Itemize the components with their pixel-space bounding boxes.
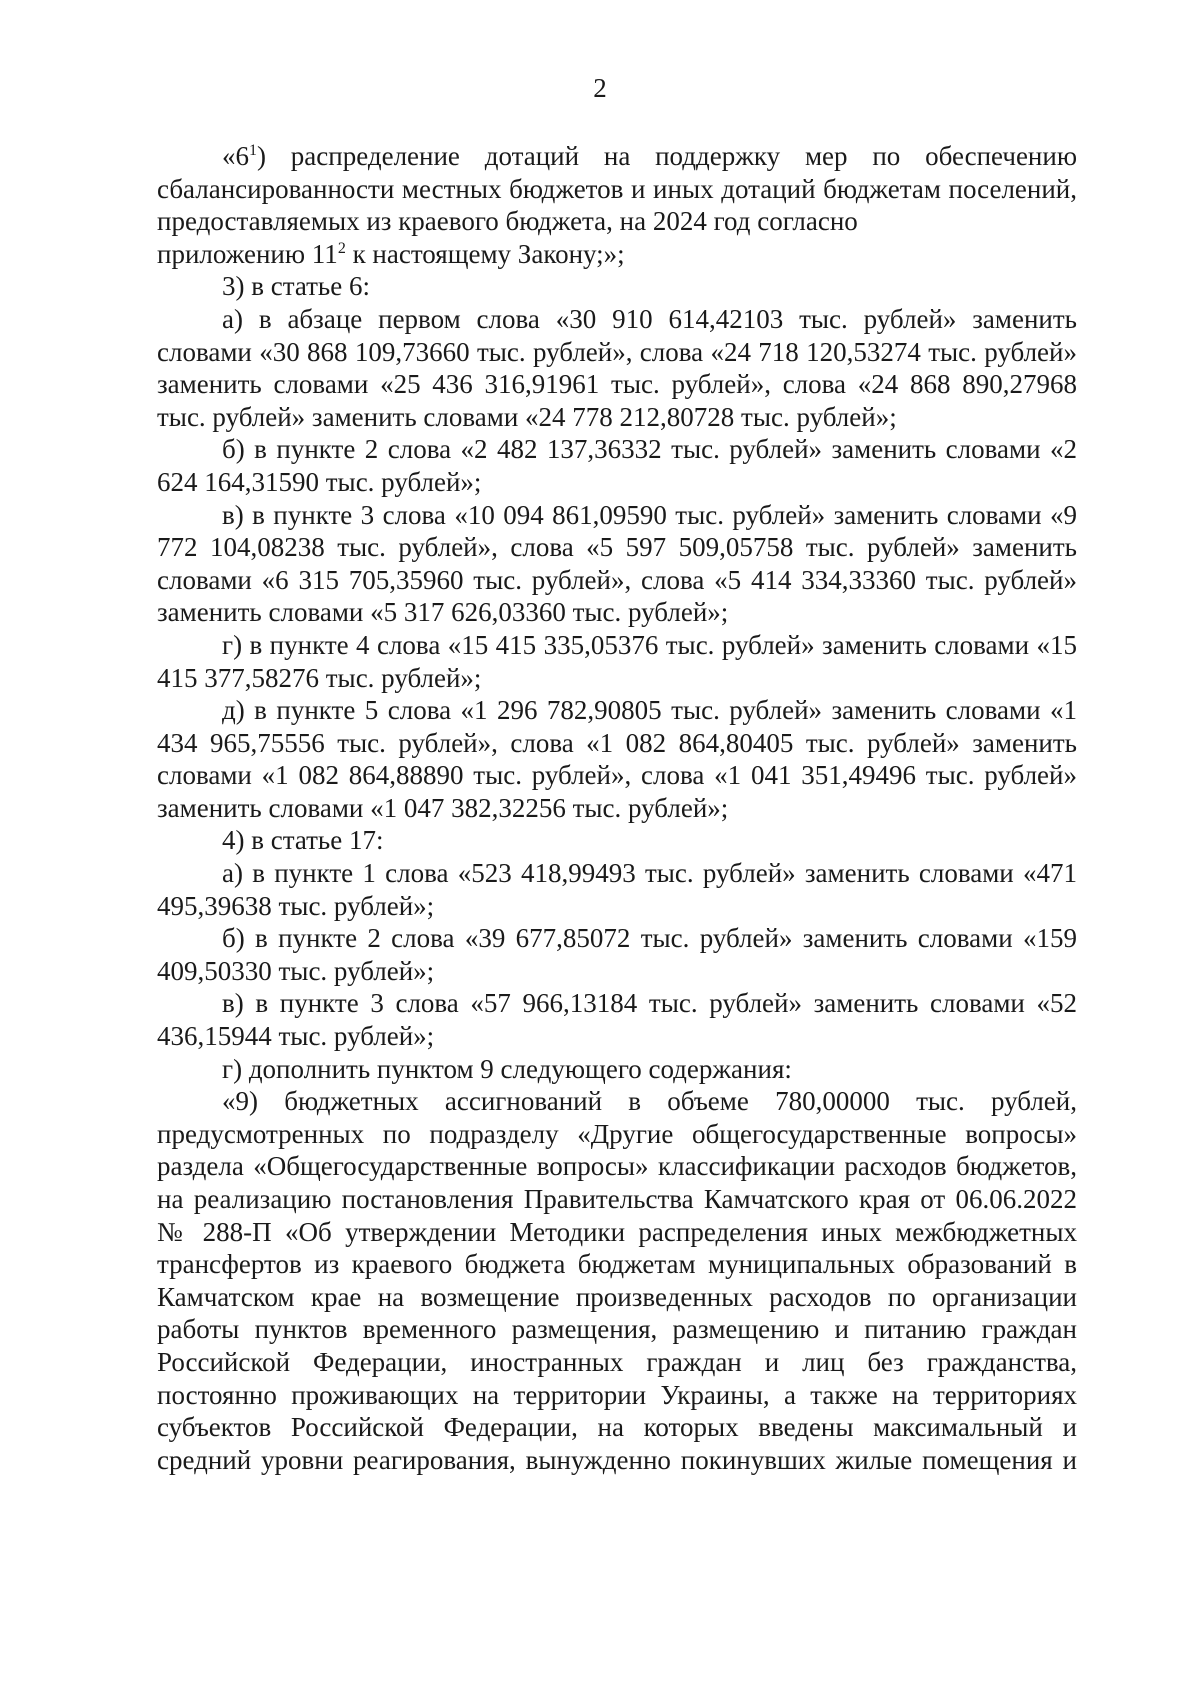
document-body <box>157 140 1077 1476</box>
paragraph: 4) в статье 17: <box>222 825 384 856</box>
paragraph: г) дополнить пунктом 9 следующего содержания: <box>222 1053 792 1084</box>
paragraph-text: к настоящему Закону;»; <box>345 238 625 269</box>
paragraph: в) в пункте 3 слова «57 966,13184 тыс. рублей» заменить словами «52 436,15944 тыс. рублей»; <box>157 988 1077 1052</box>
superscript: 1 <box>249 142 257 159</box>
paragraph: «9) бюджетных ассигнований в объеме 780,00000 тыс. рублей, предусмотренных по подразделу «Другие общегосударственные вопросы» раздела «Общегосударственные вопросы» классификации расходов бюджетов, на реализацию постановления Правительства Камчатского края от 06.06.2022 № 288-П «Об утверждении Методики распределения иных межбюджетных трансфертов из краевого бюджета бюджетам муниципальных образований в Камчатском крае на возмещение произведенных расходов по организации работы пунктов временного размещения, размещению и питанию граждан Российской Федерации, иностранных граждан и лиц без гражданства, постоянно проживающих на территории Украины, а также на территориях субъектов Российской Федерации, на которых введены максимальный и средний уровни реагирования, вынужденно покинувших жилые помещения и <box>157 1086 1077 1475</box>
paragraph: а) в абзаце первом слова «30 910 614,42103 тыс. рублей» заменить словами «30 868 109,73660 тыс. рублей», слова «24 718 120,53274 тыс. рублей» заменить словами «25 436 316,91961 тыс. рублей», слова «24 868 890,27968 тыс. рублей» заменить словами «24 778 212,80728 тыс. рублей»; <box>157 303 1077 432</box>
paragraph-text: «6 <box>222 141 249 171</box>
page-number: 2 <box>593 73 607 103</box>
paragraph: б) в пункте 2 слова «39 677,85072 тыс. рублей» заменить словами «159 409,50330 тыс. рублей»; <box>157 923 1077 986</box>
paragraph <box>157 238 1077 271</box>
paragraph: а) в пункте 1 слова «523 418,99493 тыс. рублей» заменить словами «471 495,39638 тыс. рублей»; <box>157 858 1077 921</box>
paragraph: д) в пункте 5 слова «1 296 782,90805 тыс. рублей» заменить словами «1 434 965,75556 тыс. рублей», слова «1 082 864,80405 тыс. рублей» заменить словами «1 082 864,88890 тыс. рублей», слова «1 041 351,49496 тыс. рублей» заменить словами «1 047 382,32256 тыс. рублей»; <box>157 695 1077 823</box>
superscript: 2 <box>337 239 346 257</box>
paragraph: в) в пункте 3 слова «10 094 861,09590 тыс. рублей» заменить словами «9 772 104,08238 тыс. рублей», слова «5 597 509,05758 тыс. рублей» заменить словами «6 315 705,35960 тыс. рублей», слова «5 414 334,33360 тыс. рублей» заменить словами «5 317 626,03360 тыс. рублей»; <box>157 499 1077 628</box>
paragraph: г) в пункте 4 слова «15 415 335,05376 тыс. рублей» заменить словами «15 415 377,58276 тыс. рублей»; <box>157 629 1077 693</box>
paragraph <box>157 140 1077 238</box>
paragraph-text: приложению 11 <box>157 238 338 269</box>
paragraph: 3) в статье 6: <box>222 271 370 302</box>
paragraph-text: ) распределение дотаций на поддержку мер по обеспечению сбалансированности местных бюджетов и иных дотаций бюджетам поселений, предоставляемых из краевого бюджета, на 2024 год согласно <box>157 141 1077 237</box>
paragraph: б) в пункте 2 слова «2 482 137,36332 тыс. рублей» заменить словами «2 624 164,31590 тыс. рублей»; <box>157 434 1077 497</box>
